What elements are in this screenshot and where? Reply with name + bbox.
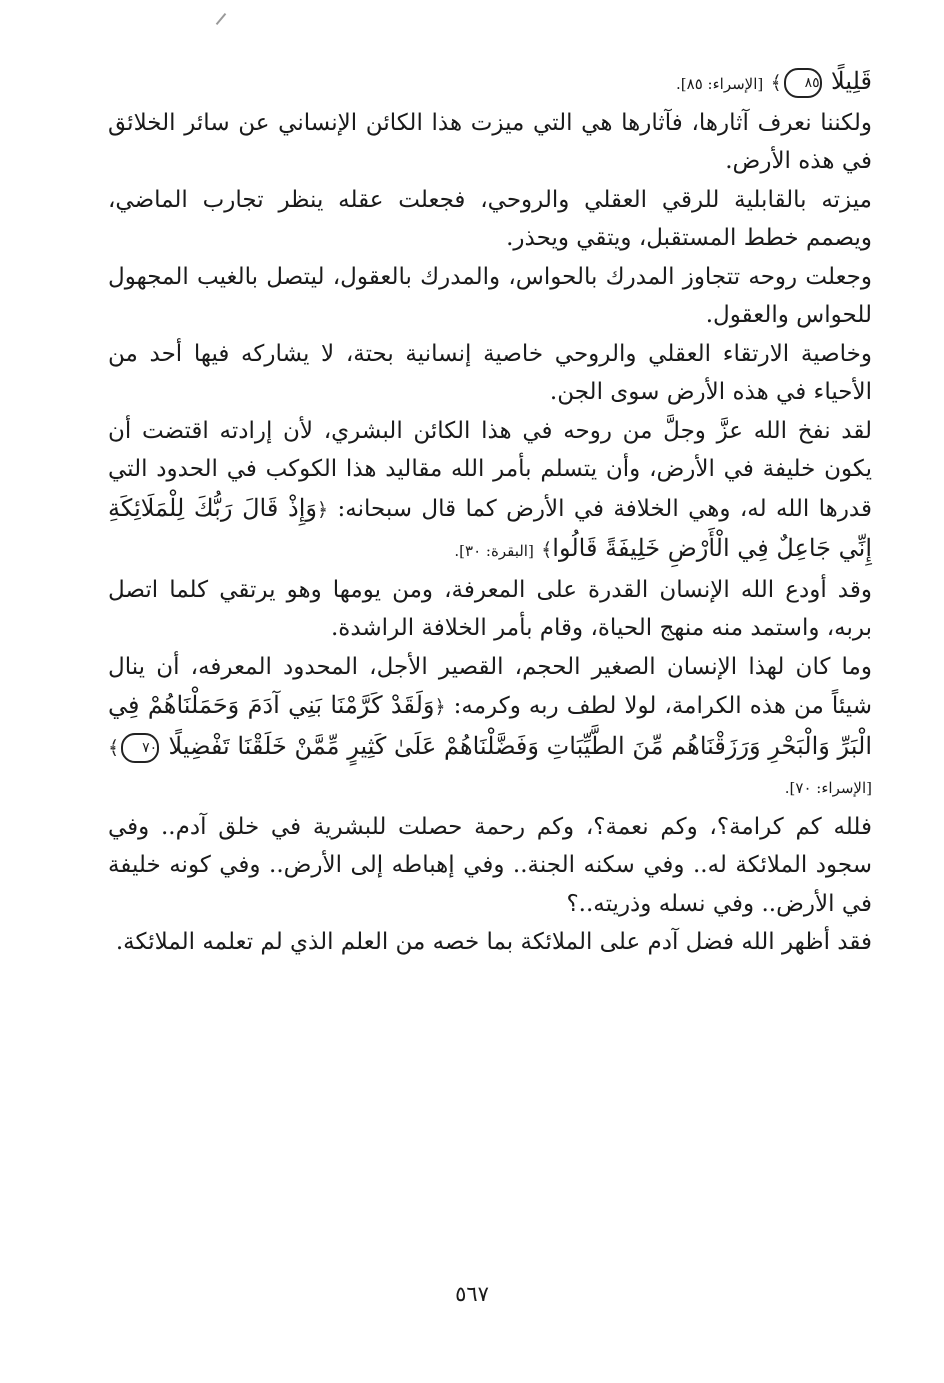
- opening-ornament: ﴿: [316, 498, 329, 521]
- continuation-line: [108, 62, 872, 104]
- verse-end: قَلِيلًا: [831, 67, 872, 95]
- verse-reference: [الإسراء: ٧٠].: [784, 779, 872, 797]
- verse-reference: [الإسراء: ٨٥].: [676, 75, 764, 93]
- paragraph: وخاصية الارتقاء العقلي والروحي خاصية إنسانية بحتة، لا يشاركه فيها أحد من الأحياء في هذه الأرض سوى الجن.: [108, 340, 872, 405]
- paragraph-khilafa: [108, 412, 872, 571]
- opening-ornament: ﴿: [434, 696, 446, 718]
- closing-ornament: ﴾: [108, 736, 120, 759]
- paragraph-karama: [108, 648, 872, 808]
- pen-mark: [216, 13, 227, 25]
- closing-ornament: ﴾: [770, 72, 782, 94]
- paragraph-text: وما كان لهذا الإنسان الصغير الحجم، القصير الأجل، المحدود المعرفه، أن ينال شيئاً من هذه الكرامة، لولا لطف ربه وكرمه:: [108, 653, 872, 719]
- closing-ornament: ﴾: [541, 539, 553, 561]
- verse-reference: [البقرة: ٣٠].: [454, 542, 534, 560]
- paragraph: فقد أظهر الله فضل آدم على الملائكة بما خصه من العلم الذي لم تعلمه الملائكة.: [115, 929, 872, 955]
- paragraph: فلله كم كرامة؟، وكم نعمة؟، وكم رحمة حصلت للبشرية في خلق آدم.. وفي سجود الملائكة له.. وفي سكنه الجنة.. وفي إهباطه إلى الأرض.. وفي كونه خليفة في الأرض.. وفي نسله وذريته..؟: [108, 813, 872, 917]
- page-body: [108, 62, 872, 962]
- paragraph-text: لقد نفخ الله عزَّ وجلَّ من روحه في هذا الكائن البشري، لأن إرادته اقتضت أن يكون خليفة في الأرض، وأن يتسلم بأمر الله مقاليد هذا الكوكب في الحدود التي قدرها الله له، وهي الخلافة في الأرض كما قال سبحانه:: [108, 417, 872, 522]
- verse-number-marker: ٧٠: [121, 733, 159, 763]
- verse-number-marker: ٨٥: [784, 68, 822, 98]
- quran-verse: وَإِذْ قَالَ رَبُّكَ لِلْمَلَائِكَةِ إِنِّي جَاعِلٌ فِي الْأَرْضِ خَلِيفَةً قَالُوا: [108, 493, 872, 562]
- paragraph: ميزته بالقابلية للرقي العقلي والروحي، فجعلت عقله ينظر تجارب الماضي، ويصمم خطط المستقبل، ويتقي ويحذر.: [108, 186, 872, 251]
- quran-verse: وَلَقَدْ كَرَّمْنَا بَنِي آدَمَ وَحَمَلْنَاهُمْ فِي الْبَرِّ وَالْبَحْرِ وَرَزَقْنَاهُم مِّنَ الطَّيِّبَاتِ وَفَضَّلْنَاهُمْ عَلَىٰ كَثِيرٍ مِّمَّنْ خَلَقْنَا تَفْضِيلًا: [108, 691, 872, 760]
- paragraph: وجعلت روحه تتجاوز المدرك بالحواس، والمدرك بالعقول، ليتصل بالغيب المجهول للحواس والعقول.: [108, 263, 872, 328]
- paragraph: ولكننا نعرف آثارها، فآثارها هي التي ميزت هذا الكائن الإنساني عن سائر الخلائق في هذه الأرض.: [108, 109, 872, 174]
- page-number: ٥٦٧: [455, 1282, 489, 1306]
- paragraph: وقد أودع الله الإنسان القدرة على المعرفة، ومن يومها وهو يرتقي كلما اتصل بربه، واستمد منه منهج الحياة، وقام بأمر الخلافة الراشدة.: [108, 576, 872, 641]
